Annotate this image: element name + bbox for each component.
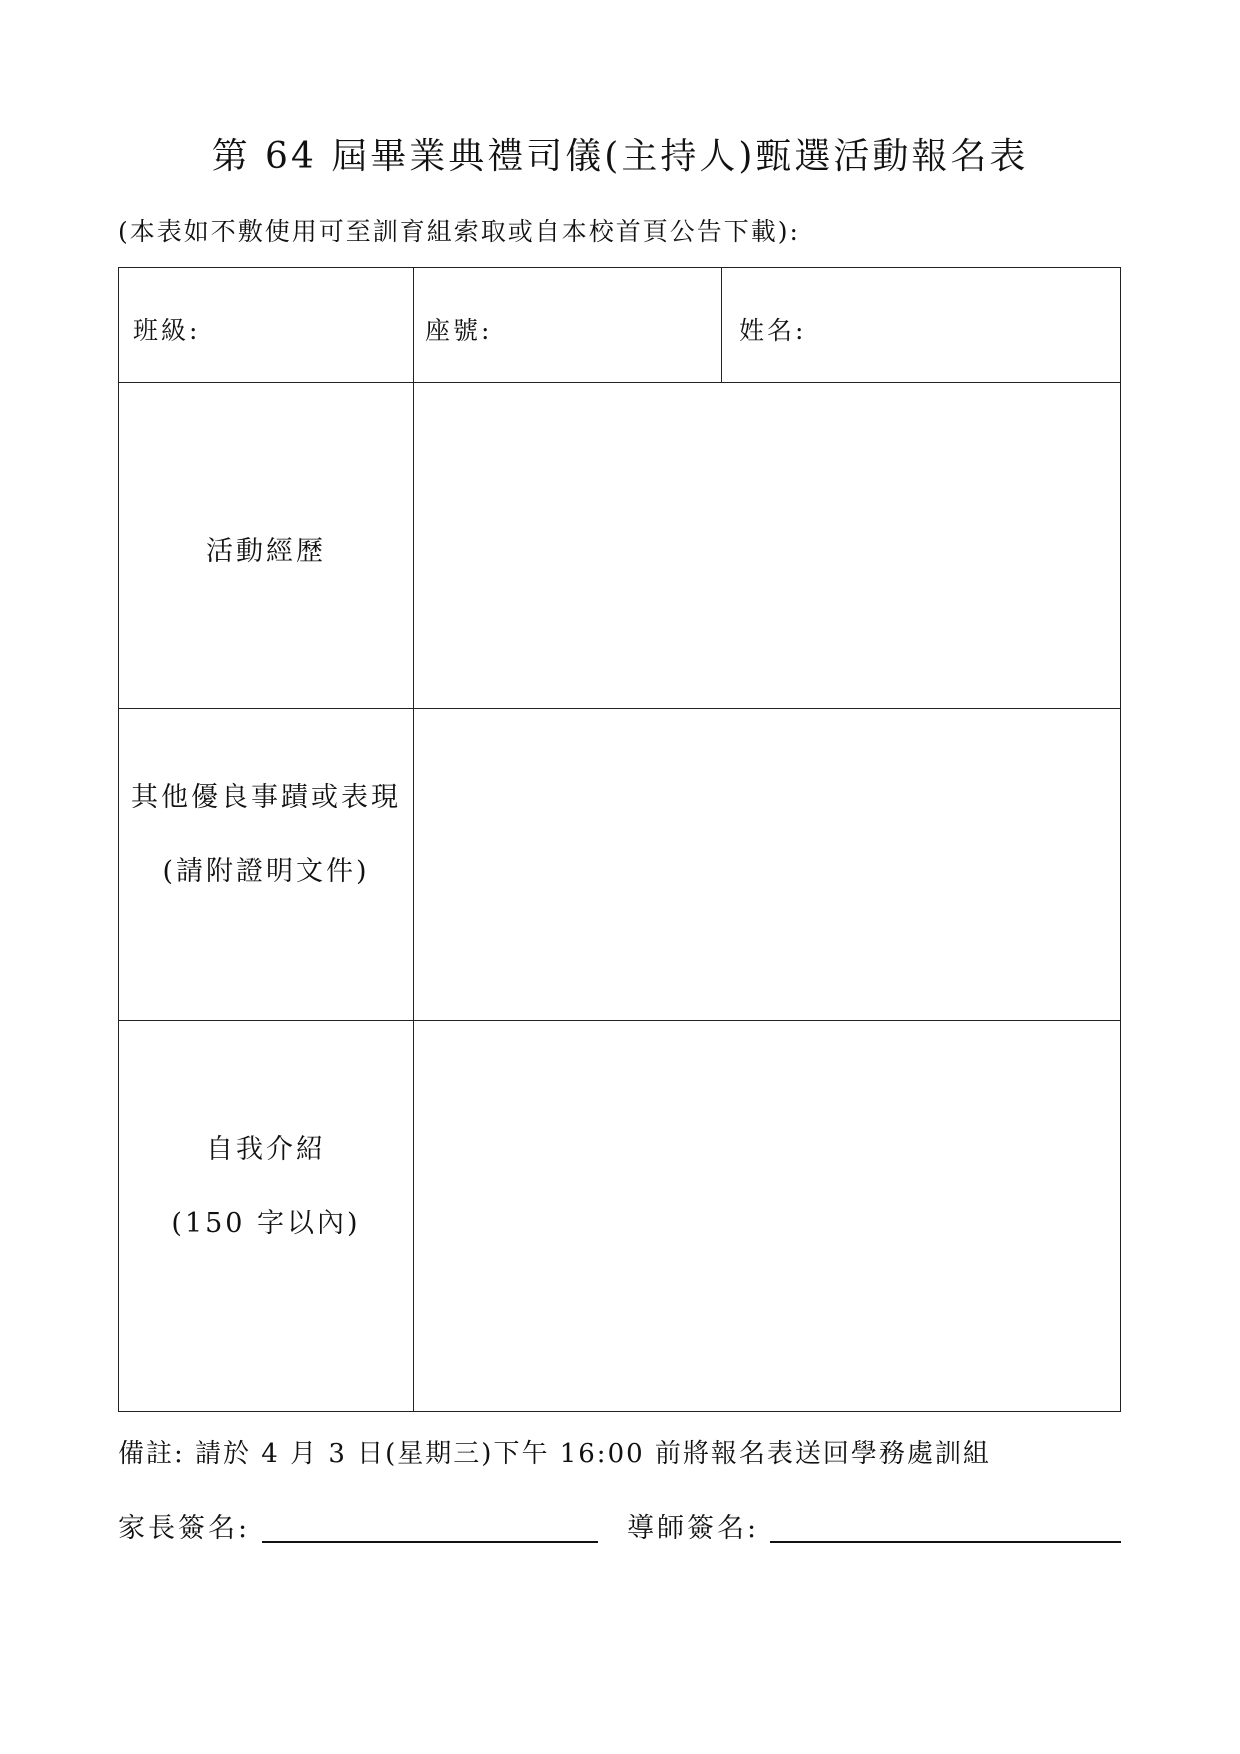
form-subtitle: (本表如不敷使用可至訓育組索取或自本校首頁公告下載): xyxy=(118,217,800,246)
header-divider xyxy=(721,268,722,383)
form-title: 第 64 屆畢業典禮司儀(主持人)甄選活動報名表 xyxy=(211,136,1029,177)
parent-signature-line[interactable] xyxy=(262,1541,598,1543)
achievements-label: 其他優良事蹟或表現 (請附證明文件) xyxy=(131,782,401,887)
parent-signature-label: 家長簽名: xyxy=(118,1513,251,1544)
activity-experience-label: 活動經歷 xyxy=(206,536,326,567)
column-divider xyxy=(413,268,414,1411)
activity-experience-field[interactable] xyxy=(415,383,1120,708)
registration-form-table xyxy=(118,267,1121,1412)
achievements-field[interactable] xyxy=(415,709,1120,1020)
name-label: 姓名: xyxy=(739,316,807,345)
self-introduction-field[interactable] xyxy=(415,1021,1120,1411)
seat-number-label: 座號: xyxy=(425,316,493,345)
submission-note: 備註: 請於 4 月 3 日(星期三)下午 16:00 前將報名表送回學務處訓組 xyxy=(118,1439,991,1469)
teacher-signature-label: 導師簽名: xyxy=(627,1513,760,1544)
class-label: 班級: xyxy=(133,316,201,345)
teacher-signature-line[interactable] xyxy=(770,1541,1121,1543)
self-introduction-label: 自我介紹 (150 字以內) xyxy=(171,1134,361,1239)
